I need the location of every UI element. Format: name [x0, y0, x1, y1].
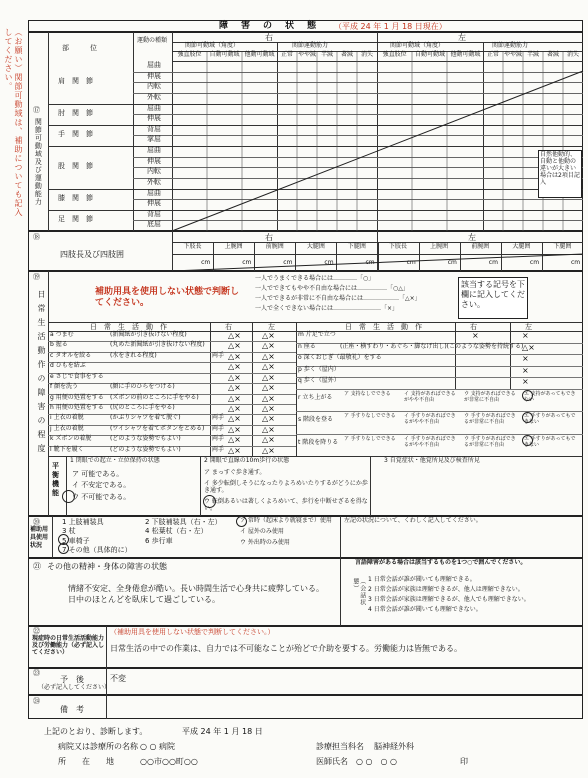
- joint-move: 伸展: [147, 71, 161, 80]
- adl-item-value-l: △×: [262, 383, 275, 393]
- adl-item-label: c タオルを絞る: [50, 351, 92, 359]
- s18-unit: cm: [283, 259, 293, 266]
- s23-label: 予 後: [60, 675, 84, 684]
- s18-unit: cm: [324, 259, 334, 266]
- s17-grid: [172, 42, 583, 231]
- joint-name: 肘 関 節: [58, 109, 93, 118]
- adl-item-value-l: △×: [262, 372, 275, 382]
- adl-item-value-r: △×: [228, 383, 241, 393]
- joint-move: 伸展: [147, 114, 161, 123]
- adl-item-value-l: △×: [262, 445, 275, 455]
- footer-hosp: ○ ○ 病院: [140, 742, 176, 751]
- adl-item-sub: (尻のところに手をやる): [110, 403, 175, 411]
- s18-unit: cm: [242, 259, 252, 266]
- s17-num: ⑰: [33, 106, 40, 114]
- joint-move: 内転: [147, 82, 161, 91]
- s21-opts: 1 日常会話が誰が聞いても理解できる。 2 日常会話が家族は理解できるが、他人は理解できない。 3 日常会話が家族は理解できるが、他人でも理解できない。 4 日常会話が誰が聞いても理解できない。: [368, 576, 530, 613]
- adl-r-item-left: ×: [522, 354, 529, 364]
- adl-opt-circle: [522, 390, 533, 401]
- section-24: [28, 695, 583, 719]
- joint-move: 屈曲: [147, 103, 161, 112]
- joint-move: 背屈: [147, 124, 161, 133]
- s22-label: 現症時の日常生活活動能力及び労働能力（必ず記入してください）: [32, 635, 105, 656]
- s20-circle-5: [58, 543, 69, 554]
- adl-item-value-r: △×: [228, 372, 241, 382]
- adl-item-value-r: △×: [228, 414, 241, 424]
- adl-item-label: k ズボンの着脱: [50, 435, 92, 443]
- s18-right: 右: [265, 233, 273, 242]
- s20-items-b: 2 下肢補装具（右・左） 4 松葉杖（右・左） 6 歩行車: [145, 518, 222, 545]
- balance-o2-circle: [203, 495, 216, 508]
- s19-legend: 一人でうまくできる場合には…………「○」 一人でできてもやや不自由な場合には……………「○△」 一人でできるが非常に不自由な場合には………………「△×」 一人で全くできない場合には……………………「×」: [255, 275, 421, 312]
- s18-num: ⑱: [33, 233, 40, 241]
- adl-opt-choice: イ 支持があればできるがやや不自由: [404, 391, 456, 403]
- s23-sub: （必ず記入してください）: [38, 684, 111, 691]
- joint-move: 伸展: [147, 156, 161, 165]
- joint-name: 手 関 節: [58, 130, 93, 139]
- s18-col-header: 大腿囲: [512, 243, 531, 250]
- adl-item-value-l: △×: [262, 362, 275, 372]
- adl-item-value-r: △×: [228, 445, 241, 455]
- adl-item-label: g 用便の処置をする: [50, 393, 104, 401]
- s18-col-header: 前腕囲: [265, 243, 284, 250]
- adl-r-item-left: △×: [522, 342, 535, 352]
- adl-opt-choice: ウ 支持があればできるが非常に不自由: [464, 391, 516, 403]
- s17-rom-r: 関節可動域（角度）: [185, 42, 240, 49]
- header-date: （平成 24 年 1 月 18 日現在）: [334, 22, 447, 31]
- s23-num: ㉓: [33, 669, 40, 677]
- s19-legend-box: 該当する記号を下欄に記入してください。: [458, 277, 528, 319]
- s17-rom-cols-l: 強直肢位 自動可動域 他動可動域: [382, 51, 481, 58]
- joint-move: 屈曲: [147, 188, 161, 197]
- adl-opt-choice: エ 手すりがあってもできない: [524, 435, 576, 448]
- adl-r-item-label: o 深くおじぎ（最敬礼）をする: [298, 354, 382, 362]
- adl-item-value-r: △×: [228, 331, 241, 340]
- adl-item-label: j 上衣の着脱: [50, 424, 84, 432]
- side-note: （お願い）関節可動域は、補助についても記入してください。: [4, 28, 23, 217]
- joint-name: 膝 関 節: [58, 194, 93, 203]
- adl-item-value-l: △×: [262, 424, 275, 434]
- adl-item-value-l: △×: [262, 341, 275, 351]
- adl-right-r: 右: [470, 323, 477, 331]
- adl-left-table: [48, 331, 296, 456]
- s18-col-header: 大腿囲: [306, 243, 325, 250]
- adl-opt-choice: ア 手すりなしでできる: [344, 413, 396, 420]
- s18-unit: cm: [406, 259, 416, 266]
- joint-name: 股 関 節: [58, 162, 93, 171]
- joint-move: 屈曲: [147, 61, 161, 69]
- adl-r-item-left: ×: [522, 365, 529, 375]
- header-title: 障 害 の 状 態: [219, 21, 319, 31]
- adl-r-item-sub: (正座・横すわり・あぐら・脚なげ出し)(このような姿勢を持続する): [340, 342, 524, 350]
- s17-rom-l: 関節可動域（角度）: [390, 42, 445, 49]
- adl-left-l: 左: [268, 323, 275, 331]
- adl-opt-choice: エ 支持があってもできない: [524, 391, 576, 403]
- adl-item-value-r: △×: [228, 403, 241, 413]
- footer-hosp-label: 病院又は診療所の名称: [58, 742, 138, 751]
- s21-text2: 日中のほとんどを臥床して過ごしている。: [68, 595, 220, 604]
- s18-col-headers: [172, 243, 583, 254]
- adl-opt-choice: ア 手すりなしでできる: [344, 435, 396, 442]
- adl-item-value-l: △×: [262, 351, 275, 361]
- s17-motor-r: 関節運動筋力: [292, 42, 329, 49]
- joint-move: 底屈: [147, 220, 161, 229]
- joint-move: 掌屈: [147, 135, 161, 144]
- joint-move: 背屈: [147, 209, 161, 218]
- s20-cane-circle: [236, 516, 247, 527]
- adl-item-value-l: △×: [262, 403, 275, 413]
- s17-rom-cols-r: 強直肢位 自動可動域 他動可動域: [177, 51, 275, 58]
- adl-item-right: 両手: [212, 435, 225, 443]
- s18-unit: cm: [529, 259, 540, 266]
- s17-strike-line: [172, 71, 583, 231]
- s18-unit: cm: [201, 259, 211, 266]
- footer-addr-label: 所 在 地: [58, 757, 114, 766]
- balance-o1-circle: [62, 490, 75, 503]
- s20-right-h: 左記の状況について、くわしく記入してください。: [344, 517, 482, 524]
- balance-h3: 3 自覚症状・他覚所見及び検査所見: [384, 457, 480, 464]
- s18-col-header: 下腿囲: [553, 243, 572, 250]
- balance-h1: 1 閉眼での起立・立位保持の状態: [70, 457, 160, 464]
- s21-right-label: （会話状態）: [351, 578, 366, 606]
- adl-r-item-label: q 歩く（屋外）: [298, 377, 340, 385]
- adl-item-value-r: △×: [228, 341, 241, 351]
- adl-r-item-right: ×: [472, 331, 479, 340]
- footer-date: 平成 24 年 1 月 18 日: [182, 727, 263, 736]
- adl-item-value-r: △×: [228, 362, 241, 372]
- adl-item-right: 両手: [212, 445, 225, 453]
- adl-opt-label: s 階段を登る: [298, 416, 334, 424]
- s18-unit: cm: [447, 259, 457, 266]
- footer-doc: ○ ○ ○ ○: [356, 757, 398, 766]
- s17-col-part: 部 位: [62, 44, 97, 52]
- s21-num: ㉑: [33, 562, 41, 571]
- adl-item-label: e さじで食事をする: [50, 372, 104, 380]
- footer-dept-label: 診療担当科名: [316, 742, 364, 751]
- s17-label: 関節可動域及び運動能力: [34, 118, 43, 206]
- adl-opt-choice: ウ 手すりがあればできるが非常に不自由: [464, 413, 516, 426]
- s22-num: ㉒: [33, 627, 40, 635]
- adl-item-value-l: △×: [262, 414, 275, 424]
- s18-col-header: 前腕囲: [471, 243, 490, 250]
- s17-motor-cols-r: 正常 やや減 半減 著減 消失: [280, 51, 373, 58]
- adl-item-label: d ひもを結ぶ: [50, 362, 86, 370]
- joint-move: 外転: [147, 92, 161, 101]
- adl-item-sub: (ズボンの前のところに手をやる): [110, 393, 199, 401]
- adl-opt-label: r 立ち上がる: [298, 394, 333, 401]
- s18-left: 左: [468, 233, 476, 242]
- s18-col-header: 下肢長: [389, 243, 408, 250]
- footer-doc-label: 医師氏名: [316, 757, 348, 766]
- s17-right: 右: [265, 33, 273, 42]
- joint-name: 足 関 節: [58, 215, 93, 224]
- joint-move: 内転: [147, 167, 161, 176]
- s19-label: 日常生活動作の障害の程度: [37, 290, 46, 458]
- s20-label: 補助用具使用状況: [30, 526, 49, 549]
- adl-opt-choice: ウ 手すりがあればできるが非常に不自由: [464, 435, 516, 448]
- s24-num: ㉔: [33, 697, 40, 705]
- joint-move: 伸展: [147, 199, 161, 208]
- adl-head-r: 日 常 生 活 動 作: [345, 323, 422, 331]
- adl-item-sub: (どのような姿勢でもよい): [110, 435, 181, 443]
- adl-item-label: b 握る: [50, 341, 68, 349]
- adl-item-value-r: △×: [228, 393, 241, 403]
- joint-move: 屈曲: [147, 146, 161, 154]
- adl-item-label: a つまむ: [50, 331, 74, 338]
- adl-r-item-label: m 片足で立つ: [298, 331, 336, 338]
- adl-item-sub: (顔に手のひらをつける): [110, 383, 175, 391]
- adl-item-sub: (ワイシャツを着てボタンをとめる): [110, 424, 205, 432]
- s19-num: ⑲: [33, 273, 40, 281]
- adl-opt-choice: エ 手すりがあってもできない: [524, 413, 576, 426]
- s19-note: 補助用具を使用しない状態で判断してください。: [95, 287, 240, 309]
- adl-item-sub: (どのような姿勢でもよい): [110, 445, 181, 453]
- adl-item-label: h 用便の処置をする: [50, 403, 104, 411]
- s18-unit: cm: [571, 259, 581, 266]
- adl-item-value-l: △×: [262, 435, 275, 445]
- adl-item-right: 両手: [212, 414, 225, 422]
- s24-label: 備 考: [60, 705, 84, 714]
- balance-label: 平衡機能: [52, 462, 59, 497]
- adl-item-sub: (新聞紙が引き抜けない程度): [110, 331, 187, 338]
- adl-options: [296, 389, 583, 456]
- adl-item-value-l: △×: [262, 331, 275, 340]
- adl-opt-line: [296, 434, 583, 435]
- s18-col-header: 上腕囲: [224, 243, 243, 250]
- header-bar: [28, 20, 583, 32]
- adl-item-label: f 顔を洗う: [50, 383, 79, 391]
- adl-opt-choice: イ 手すりがあればできるがやや不自由: [404, 435, 456, 448]
- joint-move: 外転: [147, 177, 161, 186]
- adl-opt-circle: [522, 435, 533, 446]
- footer-dept: 脳神経外科: [374, 742, 414, 751]
- adl-right-table: [296, 331, 583, 389]
- adl-opt-label: t 階段を降りる: [298, 438, 339, 446]
- s23-text: 不変: [110, 674, 126, 683]
- adl-r-item-label: n 座る: [298, 342, 316, 350]
- s18-col-header: 下肢長: [183, 243, 202, 250]
- adl-head-l: 日 常 生 活 動 作: [90, 323, 167, 331]
- s18-unit: cm: [488, 259, 498, 266]
- s21-text1: 情緒不安定、全身倦怠が酷い。長い時間生活で心身共に疲弊している。: [68, 584, 324, 593]
- s22-note: （補助用具を使用しない状態で判断してください。）: [110, 628, 275, 636]
- s17-side-box: 自然他動的、自動と他動の違いが大きい場合は2項目記入: [538, 150, 582, 198]
- footer-addr: ○○市○○町○○: [140, 757, 198, 766]
- joint-name: 肩 関 節: [58, 77, 93, 86]
- adl-item-value-r: △×: [228, 351, 241, 361]
- adl-left-r: 左: [525, 323, 532, 331]
- adl-item-label: i 上衣の着脱: [50, 414, 84, 422]
- s17-col-move: 運動の種類: [137, 37, 168, 44]
- s20-items-a: 1 上肢補装具 3 杖 5 車椅子 7 その他（具体的に）: [62, 518, 132, 555]
- adl-opt-choice: ア 支持なしでできる: [344, 391, 391, 397]
- adl-item-sub: (丸めた新聞紙が引き抜けない程度): [110, 341, 205, 349]
- adl-item-value-r: △×: [228, 424, 241, 434]
- s18-col-header: 上腕囲: [430, 243, 449, 250]
- balance-o2: ア まっすぐ歩き通す。 イ 多少転倒しそうになったりよろめいたりするがどうにか歩き通す。 ウ 転倒あるいは著しくよろめいて、歩行を中断せざるを得ない。: [204, 469, 368, 512]
- s20-num: ⑳: [33, 518, 40, 526]
- s18-col-header: 下腿囲: [347, 243, 366, 250]
- s17-motor-cols-l: 正常 やや減 半減 著減 消失: [486, 51, 579, 58]
- adl-item-sub: (かぶりシャツを着て脱ぐ): [110, 414, 181, 422]
- footer-seal: 印: [460, 757, 468, 766]
- balance-o1: ア 可能である。 イ 不安定である。 ウ 不可能である。: [72, 470, 131, 501]
- s22-text: 日常生活の中での作業は、自力では不可能なことが殆どで介助を要する。労働能力は皆無である。: [110, 644, 462, 653]
- adl-r-item-left: ×: [522, 331, 529, 340]
- adl-item-value-r: △×: [228, 435, 241, 445]
- s17-motor-l: 関節運動筋力: [492, 42, 529, 49]
- adl-item-right: 両手: [212, 351, 225, 359]
- adl-item-right: 両手: [212, 424, 225, 432]
- adl-item-label: l 靴下を履く: [50, 445, 84, 453]
- adl-item-sub: (水をきれる程度): [110, 351, 157, 359]
- balance-h2: 2 開眼で直線の10m歩行の状態: [204, 457, 290, 464]
- s17-left: 左: [458, 33, 466, 42]
- adl-r-item-label: p 歩く（屋内）: [298, 365, 340, 373]
- s18-label: 四肢長及び四肢囲: [60, 250, 124, 259]
- adl-item-value-l: △×: [262, 393, 275, 403]
- adl-opt-choice: イ 手すりがあればできるがやや不自由: [404, 413, 456, 426]
- adl-right-l: 右: [225, 323, 232, 331]
- s21-label: その他の精神・身体の障害の状態: [47, 562, 167, 571]
- s20-cane: ア 常時（起床より就寝まで）使用 イ 屋外のみ使用 ウ 外出時のみ使用: [240, 517, 332, 546]
- adl-r-item-left: ×: [522, 377, 529, 387]
- s21-right-h: 言語障害がある場合は該当するものを1つ○で囲んでください。: [355, 559, 527, 566]
- footer-cert: 上記のとおり、診断します。: [44, 727, 148, 736]
